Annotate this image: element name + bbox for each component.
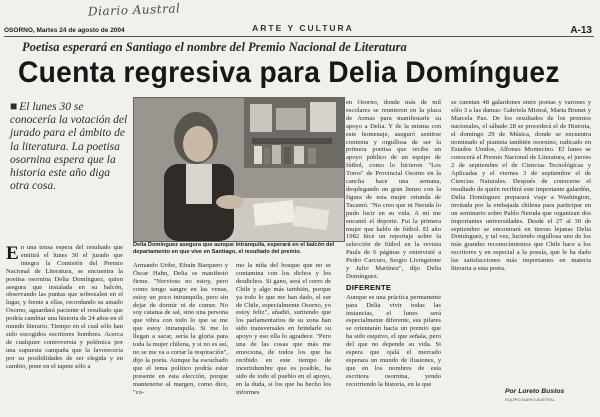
bullet-icon: ■ [10, 99, 18, 113]
subhead-diferente: DIFERENTE [346, 282, 392, 292]
column-4-text-2: Aunque es una práctica permanente para Delia vivir todas las instancias, el lunes será especialmente diferente, sus pilares se orientarán hacia un premio que ha sido esquivo, el que señala, pero del que no depende su vida. Si espera que ojalá el mercado esperara un mundo de ilusiones, y que en los nombres de esta escritora osornina, yendo recorriendo la historia, en la que [346, 293, 441, 388]
dateline: OSORNO, Martes 24 de agosto de 2004 [4, 27, 125, 34]
column-4-text: en Osorno, donde más de mil escolares se reunieron en la plaza de Armas para manifestarle su apoyo a Delia. Y de la misma con este homenaje, aseguró sentirse contenta y orgullosa de ser la primera poetisa que recibe un apoyo público de un equipo de fútbol, como lo hicieron "Los Toros" de Provincial Osorno en la cancha hace una semana, desplegando un gran lienzo con la figura de esta mujer oriunda de Tacamó. "No creo que ni Neruda lo pudo lucir en su vida. A mí me encantó el deporte. Fui la primera mujer que hablo de fútbol. El año 1982 hice un reportaje sobre la selección de fútbol en la revista Paula de 6 páginas y entrevisté a Pedro Carcuro, Sergio Livingstone y Julio Martínez", dijo Delia Domínguez. [346, 99, 441, 280]
column-1-text: n una tensa espera del resultado que emitirá el lunes 30 el jurado que integra la Comisión del Premio Nacional de Literatura, se encuentra la poetisa osornina Delia Domínguez, quien asegura que instalada en su balcón, observando las puntas que sobresalen en el lugar, y frente a ellas, recordando su amado Osorno, aguardará paciente el resultado que podría cambiar una historia de 24 años en el mundo literario. Tiempo en el cual sólo han sido escogidos escritores hombres. Acerca de cualquier controversia y polémica por una supuesta campaña que la favorecería por su posibilidades de ser elegida y en cambio, pone en el tapete sólo a [6, 244, 123, 370]
article-lead [10, 100, 130, 193]
article-column-1 [6, 244, 123, 416]
article-kicker: Poetisa esperará en Santiago el nombre del Premio Nacional de Literatura [22, 40, 407, 54]
drop-cap: E [6, 244, 19, 264]
article-column-3 [236, 262, 331, 416]
column-5-text: se cuentan 48 galardones entre poetas y varones y sólo 3 a las damas: Gabriela Mistral, Marta Brunet y Marcela Paz. De los resultados de los premios nacionales, el sábado 28 se procederá el de Historia, el domingo 29 de Música, donde se encuentra nominado el pianista también osornino, radicado en Estados Unidos, Alfonso Montecino. El lunes se conocerá el Premio Nacional de Literatura, el jueves 2 de septiembre el de Ciencias Tecnológicas y Aplicadas y el viernes 3 de septiembre el de Ciencias Naturales. Después de conocerse el resultado de quién recibirá este importante galardón, Delia Domínguez preparará viaje a Washington, invitada por la embajada chilena para participar en un seminario sobre Pablo Neruda que organizan dos importantes universidades. Desde el 27 al 30 de septiembre se encontrará en tierras lejanas Delia Domínguez, y tal vez, luciendo orgullosa uno de los más grandes reconocimientos que Chile hace a los escritores y en especial a la poesía, que le ha dado las satisfacciones más importantes en materia literaria a esta poeta. [451, 99, 591, 273]
article-column-5 [451, 99, 591, 396]
column-3-text: mo la niña del bosque que no se contamina con los dichos y los desdichos. Si gano, será el cerro de Chile y algo más también, porque ya todo lo que me han dado, el sur de Chile, especialmente Osorno, yo estoy feliz", añadió, surtiendo que los parlamentarios de su zona han sido transversales en brindarle su apoyo y eso ella lo agradece. "Pero una de las cosas que más me emociona, de todos los que ha recibido en este tiempo de incertidumbre que es posible, ha sido de todo el pueblo en el apoyo, en la duda, si los que ha hecho los informes [236, 262, 331, 396]
column-2-text: Armando Uribe, Efraín Barquero y Óscar Hahn, Delia se manifestó firme. "Nervioso no estoy, pero como tengo sangre en las venas, estoy un poco intranquila, pero sin dejar de dormir ni de comer. No soy catatua de sal, sino una persona que vibra con todo lo que se me que estoy intranquila. Si me lo llegan a sacar, sería la gloria para toda la mujer chilena, y si no es así, no se me va a cortar la respiración", dijo la poeta. Aunque ha escuchado que el tema político podría estar presente en esta elección, porque mantenerse al margen, como dice, "co- [133, 262, 228, 396]
article-column-2 [133, 262, 228, 416]
lead-text: El lunes 30 se conocería la votación del jurado para el ámbito de la literatura. La poetisa osornina espera que la historia este año diga otra cosa. [10, 101, 128, 193]
page-number: A-13 [570, 25, 592, 36]
byline-subtitle: EQUIPO DIARIO AUSTRAL [505, 397, 555, 402]
article-column-4 [346, 99, 441, 416]
newspaper-name-handwritten: Diario Austral [87, 1, 181, 19]
article-photo [133, 97, 345, 242]
article-headline: Cuenta regresiva para Delia Domínguez [18, 56, 560, 89]
section-title: ARTE Y CULTURA [252, 23, 354, 33]
byline: Por Loreto Bustos [505, 388, 565, 395]
photo-illustration [134, 98, 344, 241]
header-rule [4, 36, 594, 37]
photo-caption: Delia Domínguez asegura que aunque intranquila, esperará en el balcón del departamento en que vive en Santiago, el resultado del premio. [133, 242, 335, 255]
